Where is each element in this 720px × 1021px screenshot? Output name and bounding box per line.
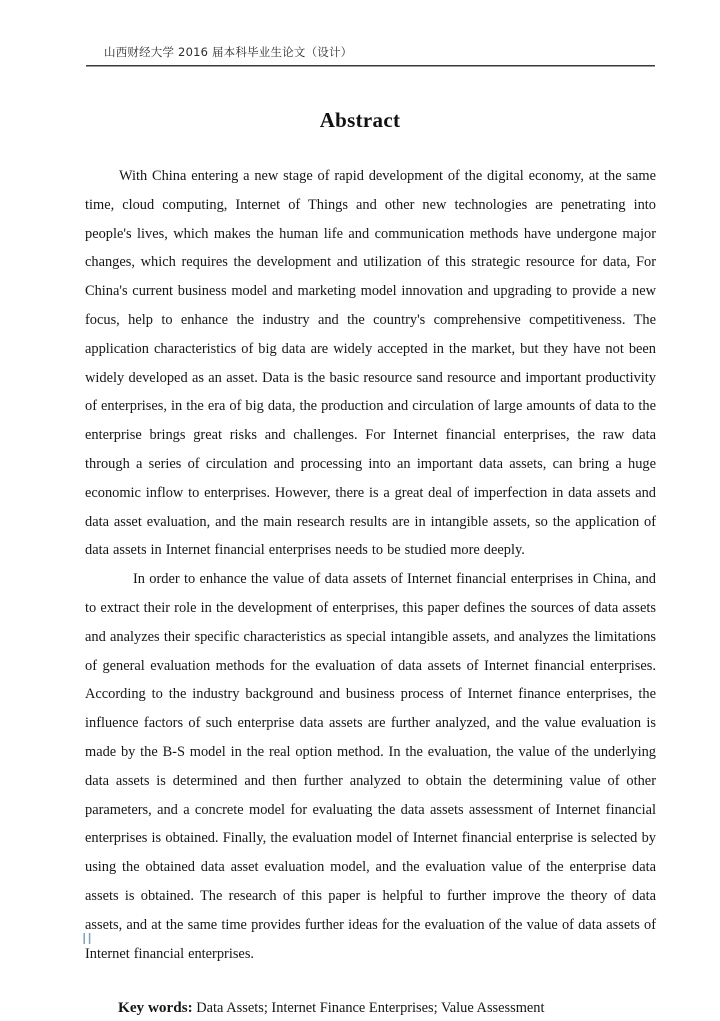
abstract-paragraph-1: With China entering a new stage of rapid development of the digital economy, at the same time, cloud computing, Internet of Things and other new technologies are penetrating into people's lives, which makes the human life and communication methods have undergone major changes, which requires the development and utilization of this strategic resource for data, For China's current business model and marketing model innovation and upgrading to provide a new focus, help to enhance the industry and the country's comprehensive competitiveness. The application characteristics of big data are widely accepted in the market, but they have not been widely developed as an asset. Data is the basic resource sand resource and important productivity of enterprises, in the era of big data, the production and circulation of large amounts of data to the enterprise brings great risks and challenges. For Internet financial enterprises, the raw data through a series of circulation and processing into an important data assets, can bring a huge economic inflow to enterprises. However, there is a great deal of imperfection in data assets and data asset evaluation, and the main research results are in intangible assets, so the application of data assets in Internet financial enterprises needs to be studied more deeply. <box>85 168 656 559</box>
keywords-value: Data Assets; Internet Finance Enterprises; Value Assessment <box>192 1000 545 1017</box>
page-number: II <box>82 930 93 948</box>
abstract-paragraph-2: In order to enhance the value of data assets of Internet financial enterprises in China, and to extract their role in the development of enterprises, this paper defines the sources of data assets and analyzes their specific characteristics as special intangible assets, and analyzes the limitations of general evaluation methods for the evaluation of data assets of Internet financial enterprises. According to the industry background and business process of Internet finance enterprises, the influence factors of such enterprise data assets are further analyzed, and the value evaluation is made by the B-S model in the real option method. In the evaluation, the value of the underlying data assets is determined and then further analyzed to obtain the determining value of other parameters, and a concrete model for evaluating the data assets assessment of Internet financial enterprises is obtained. Finally, the evaluation model of Internet financial enterprise is selected by using the obtained data asset evaluation model, and the evaluation value of the enterprise data assets is obtained. The research of this paper is helpful to further improve the theory of data assets, and at the same time provides further ideas for the evaluation of the value of data assets of Internet financial enterprises. <box>85 571 656 962</box>
page-title: Abstract <box>319 108 401 132</box>
keywords-line <box>85 968 656 1021</box>
running-header-text: 山西财经大学 2016 届本科毕业生论文（设计） <box>104 45 353 59</box>
header-divider-rule <box>86 65 655 67</box>
abstract-body <box>85 162 656 1021</box>
keywords-label: Key words: <box>118 999 193 1017</box>
running-header <box>86 44 655 67</box>
